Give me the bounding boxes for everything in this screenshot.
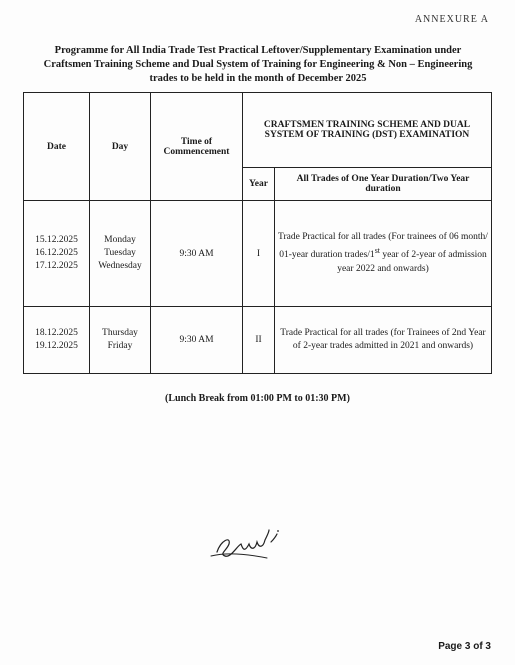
day-value: Friday bbox=[107, 341, 133, 351]
heading-line-2: Craftsmen Training Scheme and Dual System of Training for Engineering & Non – Engineering bbox=[43, 59, 473, 70]
date-cell bbox=[24, 201, 90, 307]
header-year: Year bbox=[243, 168, 275, 201]
date-value: 15.12.2025 bbox=[35, 235, 78, 245]
day-cell bbox=[90, 201, 151, 307]
date-value: 19.12.2025 bbox=[35, 341, 78, 351]
year-cell: II bbox=[243, 307, 275, 374]
table-row bbox=[24, 201, 492, 307]
year-cell: I bbox=[243, 201, 275, 307]
ordinal-suffix: st bbox=[374, 246, 380, 256]
date-value: 17.12.2025 bbox=[35, 261, 78, 271]
header-time: Time of Commencement bbox=[151, 93, 243, 201]
trade-description bbox=[275, 201, 492, 307]
document-heading bbox=[28, 44, 488, 86]
day-cell bbox=[90, 307, 151, 374]
date-value: 16.12.2025 bbox=[35, 248, 78, 258]
day-value: Monday bbox=[104, 235, 136, 245]
date-value: 18.12.2025 bbox=[35, 328, 78, 338]
time-cell: 9:30 AM bbox=[151, 201, 243, 307]
time-cell: 9:30 AM bbox=[151, 307, 243, 374]
table-row bbox=[24, 307, 492, 374]
description-text: Trade Practical for all trades (For trainees of 06 month/ 01-year duration trades/1 bbox=[278, 232, 488, 261]
exam-schedule-table bbox=[23, 92, 492, 374]
trade-description: Trade Practical for all trades (for Trainees of 2nd Year of 2-year trades admitted in 2021 and onwards) bbox=[275, 307, 492, 374]
header-day: Day bbox=[90, 93, 151, 201]
lunch-break-note: (Lunch Break from 01:00 PM to 01:30 PM) bbox=[165, 393, 350, 404]
heading-line-1: Programme for All India Trade Test Practical Leftover/Supplementary Examination under bbox=[54, 45, 462, 56]
day-value: Tuesday bbox=[104, 248, 136, 258]
handwritten-signature bbox=[207, 522, 287, 562]
page-number: Page 3 of 3 bbox=[438, 641, 491, 652]
heading-line-3: trades to be held in the month of December 2025 bbox=[149, 73, 367, 84]
day-value: Thursday bbox=[102, 328, 138, 338]
header-trades: All Trades of One Year Duration/Two Year duration bbox=[275, 168, 492, 201]
header-scheme: CRAFTSMEN TRAINING SCHEME AND DUAL SYSTEM OF TRAINING (DST) EXAMINATION bbox=[243, 93, 492, 168]
annexure-label: ANNEXURE A bbox=[414, 14, 489, 25]
header-date: Date bbox=[24, 93, 90, 201]
date-cell bbox=[24, 307, 90, 374]
day-value: Wednesday bbox=[98, 261, 142, 271]
description-text-cont: year of 2-year of admission year 2022 and onwards) bbox=[337, 250, 487, 274]
